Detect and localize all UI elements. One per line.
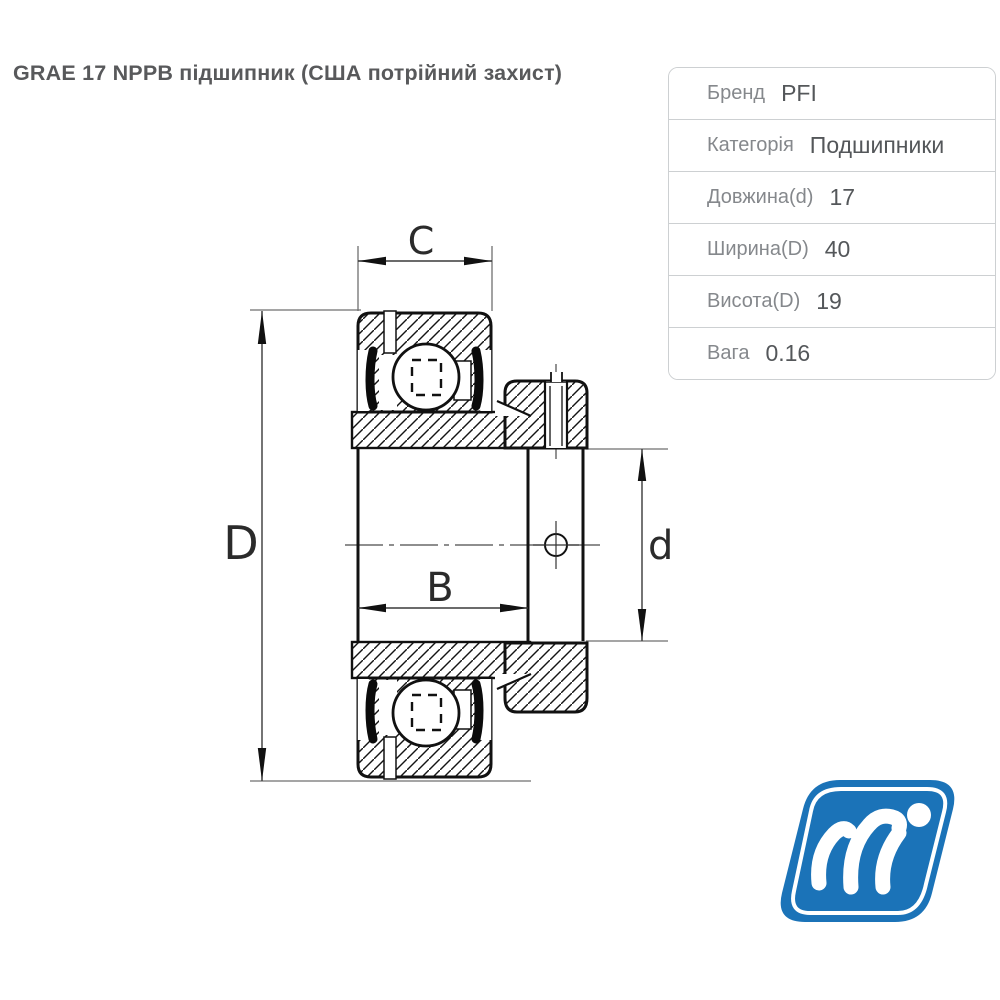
ball-bottom [393, 680, 459, 746]
label-d: d [648, 523, 674, 569]
row-label: Вага [707, 342, 750, 364]
row-label: Бренд [707, 82, 766, 104]
dimension-d [638, 449, 674, 641]
label-C: C [407, 219, 435, 263]
ball-top [393, 344, 459, 410]
locking-collar-bottom [495, 643, 587, 712]
page-title: GRAE 17 NPPB підшипник (США потрійний захист) [13, 61, 563, 85]
dimension-D [223, 311, 266, 781]
logo-i-dot [907, 803, 931, 827]
row-label: Довжина(d) [707, 186, 814, 208]
row-value: 40 [824, 236, 851, 262]
row-label: Висота(D) [707, 290, 801, 312]
lubrication-hole [533, 521, 579, 569]
row-label: Ширина(D) [707, 238, 809, 260]
row-value: Подшипники [809, 132, 945, 158]
locking-collar-top [495, 372, 587, 448]
dimension-B [358, 565, 528, 612]
label-B: B [426, 565, 454, 611]
row-value: 0.16 [765, 340, 811, 366]
row-value: 19 [816, 288, 842, 314]
row-label: Категорія [707, 134, 794, 156]
row-value: PFI [781, 80, 817, 106]
dimension-C [358, 219, 492, 265]
pfi-logo [781, 780, 955, 922]
label-D: D [223, 516, 259, 570]
logo-background [781, 780, 955, 922]
row-value: 17 [829, 184, 856, 210]
